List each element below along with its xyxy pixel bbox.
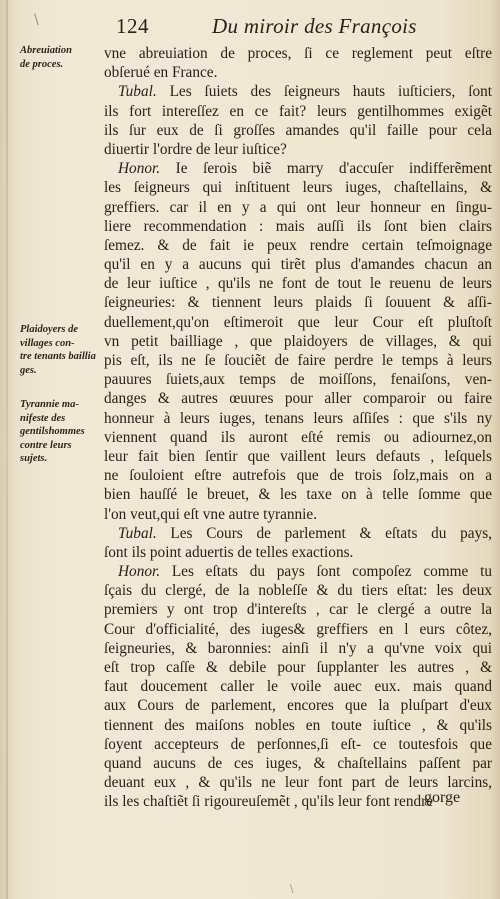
line-text: Les ſuiets des ſeigneurs hauts iuſticiers, ſont: [156, 83, 492, 101]
text-line: [104, 696, 492, 715]
line-text: duellement,qu'on eſtimeroit que leur Cour eſt pluſtoſt: [104, 313, 492, 331]
text-line: [104, 236, 492, 255]
line-text: l'on veut,qui eſt vne autre tyrannie.: [104, 505, 318, 523]
line-text: Les eſtats du pays ſont compoſez comme tu: [160, 563, 492, 581]
margin-note-abbreviation: [20, 44, 102, 71]
footer-mark: \: [290, 884, 294, 895]
text-line: [104, 44, 492, 63]
speaker-name: Tubal.: [118, 524, 157, 542]
text-line: [104, 716, 492, 735]
line-text: ne ſouloient eſtre autrefois que de trois ſolz,mais on a: [104, 467, 492, 485]
line-text: pauures ſuiets,aux temps de moiſſons, fenaiſons, ven-: [104, 371, 492, 389]
margin-note-line: villages con-: [20, 337, 75, 349]
catchword: gorge: [424, 789, 461, 806]
speaker-name: Honor.: [118, 563, 161, 581]
text-line: [104, 121, 492, 140]
text-line: [104, 543, 492, 562]
text-line: [104, 293, 492, 312]
margin-note-line: Plaidoyers de: [20, 324, 79, 335]
text-line: [104, 447, 492, 466]
text-line: [104, 102, 492, 121]
text-line: [104, 639, 492, 658]
text-line: [104, 159, 492, 178]
main-text: [104, 44, 492, 812]
line-text: Cour d'officialité, des iuges& greffiers en l eurs côtez,: [104, 620, 492, 638]
text-line: [104, 409, 492, 428]
text-line: [104, 63, 492, 82]
text-line: [104, 389, 492, 408]
text-line: [104, 466, 492, 485]
line-text: ſont ils point aduertis de telles exactions.: [104, 543, 354, 561]
page-header: [34, 12, 490, 38]
line-text: premiers y ont trop d'intereſts , car le clergé a outre la: [104, 601, 492, 619]
text-line: [104, 562, 492, 581]
text-line: [104, 677, 492, 696]
text-line: [104, 274, 492, 293]
line-text: vn petit bailliage , que plaidoyers de villages, & qui: [104, 332, 492, 350]
line-text: qu'il en y a aucuns qui tirẽt plus d'amandes chacun an: [104, 256, 492, 274]
line-text: honneur à leurs iuges, tenans leurs aſſiſes : que s'ils ny: [104, 409, 492, 427]
line-text: faut doucement caller le voile auec eux. mais quand: [104, 678, 492, 696]
line-text: obſerué en France.: [104, 64, 218, 82]
line-text: eſt trop caſſe & debile pour ſupplanter les autres , &: [104, 659, 492, 676]
margin-note-line: sujets.: [20, 453, 48, 464]
speaker-name: Honor.: [118, 160, 161, 178]
margin-note-line: nifeste des: [20, 412, 66, 424]
line-text: deuant eux , & qu'ils ne leur font part de leurs larcins,: [104, 774, 492, 792]
line-text: tiennent des maiſons nobles en toute iuſtice , & qu'ils: [104, 716, 492, 734]
margin-note-line: de proces.: [20, 58, 64, 70]
text-line: [104, 524, 492, 543]
text-line: [104, 620, 492, 639]
line-text: ils les chaſtiẽt ſi rigoureuſemẽt , qu'ils leur font rendre: [104, 793, 433, 811]
line-text: ſçais du clergé, de la nobleſſe & du tiers eſtat: les deux: [104, 582, 492, 600]
text-line: [104, 428, 492, 447]
line-text: quand aucuns de ces iuges, & chaſtellains paſſent par: [104, 754, 492, 772]
line-text: ſemez. & de fait ie peux rendre certain teſmoignage: [104, 236, 492, 254]
line-text: vne abreuiation de proces, ſi ce reglement peut eſtre: [104, 45, 492, 62]
text-line: [104, 82, 492, 101]
margin-note-line: Tyrannie ma-: [20, 399, 79, 410]
line-text: danges & autres œuures pour aller comparoir ou faire: [104, 390, 492, 408]
line-text: aux Cours de parlement, encores que la pluſpart d'eux: [104, 697, 492, 715]
text-line: [104, 140, 492, 159]
text-line: [104, 178, 492, 197]
margin-note-line: contre leurs: [20, 439, 72, 451]
running-title: Du miroir des François: [212, 14, 417, 38]
text-line: [104, 658, 492, 677]
margin-note-line: ges.: [20, 364, 37, 376]
line-text: Les Cours de parlement & eſtats du pays,: [156, 524, 492, 542]
page-number: 124: [116, 14, 149, 38]
text-line: [104, 754, 492, 773]
line-text: greffiers. car il en y a qui ont leur honneur en ſingu-: [104, 198, 492, 216]
line-text: leur fait bien ſentir que vaillent leurs defauts , leſquels: [104, 447, 492, 465]
corner-mark: \: [34, 12, 39, 28]
margin-note-village-pleas: [20, 323, 102, 377]
line-text: diuertir l'ordre de leur iuſtice?: [104, 140, 287, 158]
margin-note-line: Abreuiation: [20, 45, 72, 56]
text-line: [104, 351, 492, 370]
line-text: ſoyent accepteurs de perſonnes,ſi eſt- ce toutesfois que: [104, 735, 492, 753]
text-line: [104, 332, 492, 351]
text-line: [104, 505, 492, 524]
margin-note-line: tre tenants baillia: [20, 351, 96, 362]
line-text: de leur iuſtice , qu'ils ne font de tout le reuenu de leurs: [104, 275, 492, 293]
margin-note-line: gentilshommes: [20, 426, 85, 437]
line-text: liere recommendation : mais auſſi ils ſont bien clairs: [104, 217, 492, 235]
text-line: [104, 600, 492, 619]
line-text: ſeigneuries, & baronnies: ainſi il n'y a qu'vne voix qui: [104, 639, 492, 657]
line-text: les ſeigneurs qui inſtituent leurs iuges, chaſtellains, &: [104, 179, 492, 197]
line-text: ils fort intereſſez en ce fait? leurs gentilhommes exigẽt: [104, 102, 492, 120]
line-text: Ie ſerois biẽ marry d'accuſer indifferẽment: [160, 160, 492, 178]
line-text: bien hauſſé le breuet, & les taxe on à telle ſomme que: [104, 486, 492, 504]
text-line: [104, 255, 492, 274]
text-line: [104, 735, 492, 754]
line-text: ſeigneuries: & tiennent leurs plaids ſi ſouuent & aſſi-: [104, 294, 492, 312]
text-line: [104, 485, 492, 504]
gutter-shadow: [6, 0, 8, 899]
speaker-name: Tubal.: [118, 83, 157, 101]
margin-note-tyranny: [20, 398, 102, 466]
text-line: [104, 217, 492, 236]
text-line: [104, 198, 492, 217]
text-line: [104, 581, 492, 600]
line-text: pis eſt, ils ne ſe ſouciẽt de faire perdre le temps à leurs: [104, 352, 492, 369]
text-line: [104, 313, 492, 332]
line-text: ils ſur eux de ſi groſſes amandes qu'il faille pour cela: [104, 121, 492, 139]
line-text: viennent quand ils auront eſté remis ou adiournez,on: [104, 428, 492, 446]
text-line: [104, 370, 492, 389]
